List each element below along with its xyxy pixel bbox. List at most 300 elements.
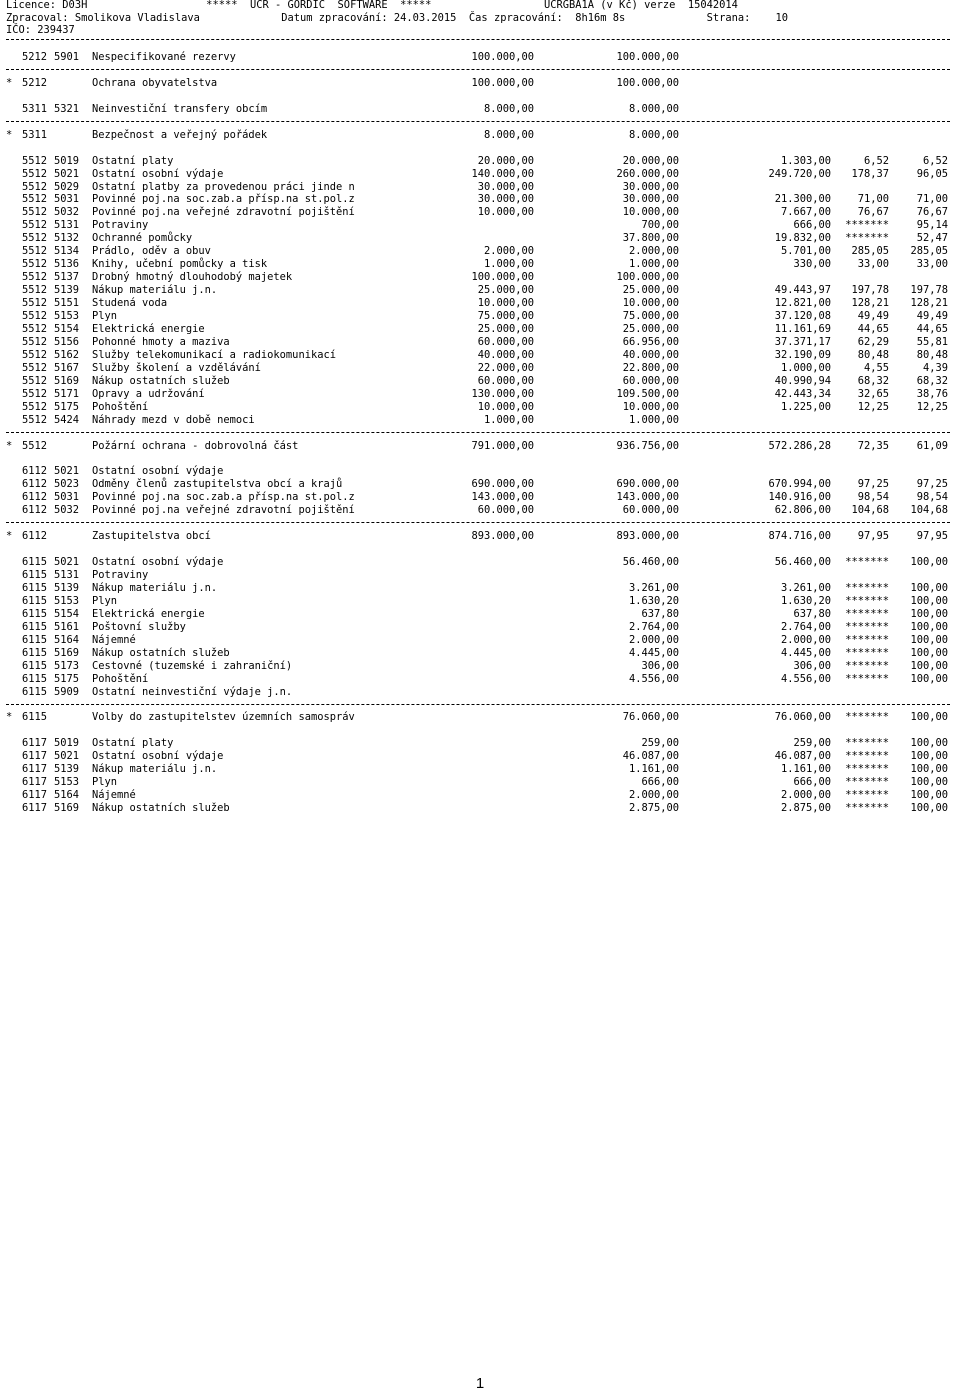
row-description: Ostatní platy [92,154,174,167]
item-row [6,763,954,776]
row-item-code: 5021 [54,750,80,763]
row-description: Potraviny [92,219,149,232]
row-actual: 7.667,00 [780,206,831,219]
section-separator [6,522,950,523]
item-row [6,789,954,802]
row-description: Požární ochrana - dobrovolná část [92,439,299,452]
row-percent-adjusted: 100,00 [910,607,948,620]
row-percent-adjusted: 97,25 [916,478,948,491]
row-paragraph: 5512 [22,271,48,284]
row-adjusted-budget: 4.445,00 [628,646,679,659]
row-item-code: 5134 [54,245,80,258]
row-actual: 2.764,00 [780,620,831,633]
row-approved-budget: 30.000,00 [477,193,534,206]
row-paragraph: 6117 [22,789,48,802]
row-description: Pohoštění [92,400,149,413]
row-actual: 4.445,00 [780,646,831,659]
row-description: Elektrická energie [92,607,205,620]
row-paragraph: 5512 [22,245,48,258]
row-adjusted-budget: 8.000,00 [628,102,679,115]
row-paragraph: 5311 [22,128,48,141]
section-separator [6,704,950,705]
row-description: Ochranné pomůcky [92,232,193,245]
row-percent-approved: 6,52 [863,154,889,167]
row-actual: 49.443,97 [774,284,831,297]
section-separator [6,69,950,70]
row-percent-adjusted: 104,68 [910,504,948,517]
row-description: Povinné poj.na veřejné zdravotní pojištění [92,504,355,517]
row-item-code: 5164 [54,789,80,802]
row-description: Plyn [92,310,118,322]
item-row [6,232,954,245]
row-percent-approved: 32,65 [857,387,889,400]
row-item-code: 5019 [54,154,80,167]
row-percent-adjusted: 285,05 [910,245,948,258]
row-paragraph: 5512 [22,219,48,232]
row-paragraph: 5512 [22,361,48,374]
row-description: Odměny členů zastupitelstva obcí a krajů [92,478,343,491]
row-adjusted-budget: 637,80 [641,607,679,620]
item-row [6,504,954,517]
row-paragraph: 5512 [22,374,48,387]
row-paragraph: 5512 [22,335,48,348]
row-item-code: 5132 [54,232,80,245]
row-approved-budget: 100.000,00 [471,51,534,63]
row-description: Prádlo, oděv a obuv [92,245,211,258]
row-description: Ostatní osobní výdaje [92,167,224,180]
row-paragraph: 5512 [22,193,48,206]
row-approved-budget: 25.000,00 [477,322,534,335]
row-percent-approved: ******* [845,232,889,245]
row-percent-adjusted: 100,00 [910,750,948,763]
row-adjusted-budget: 2.000,00 [628,789,679,802]
item-row [6,258,954,271]
row-paragraph: 6115 [22,556,48,569]
row-actual: 37.120,08 [774,310,831,322]
row-percent-adjusted: 52,47 [916,232,948,245]
row-description: Povinné poj.na soc.zab.a přísp.na st.pol.z [92,193,355,206]
row-paragraph: 6115 [22,569,48,581]
row-item-code: 5021 [54,556,80,569]
section-total-row [6,77,954,90]
row-percent-adjusted: 100,00 [910,737,948,750]
row-description: Ostatní osobní výdaje [92,465,224,478]
item-row [6,608,954,621]
row-item-code: 5139 [54,581,80,594]
row-adjusted-budget: 2.000,00 [628,633,679,646]
row-description: Povinné poj.na veřejné zdravotní pojištění [92,206,355,219]
row-percent-approved: ******* [845,594,889,607]
row-description: Plyn [92,594,118,607]
row-description: Potraviny [92,569,149,581]
row-adjusted-budget: 700,00 [641,219,679,232]
row-item-code: 5153 [54,594,80,607]
row-percent-approved: 68,32 [857,374,889,387]
row-description: Nákup ostatních služeb [92,374,230,387]
row-paragraph: 6117 [22,763,48,776]
row-item-code: 5909 [54,685,80,698]
row-paragraph: 5512 [22,348,48,361]
row-percent-approved: 104,68 [851,504,889,517]
item-row [6,401,954,414]
item-row [6,193,954,206]
row-adjusted-budget: 56.460,00 [622,556,679,569]
row-percent-approved: 285,05 [851,245,889,258]
row-percent-adjusted: 33,00 [916,258,948,271]
item-row [6,168,954,181]
row-actual: 56.460,00 [774,556,831,569]
row-adjusted-budget: 893.000,00 [616,530,679,543]
row-percent-approved: ******* [845,659,889,672]
row-adjusted-budget: 10.000,00 [622,206,679,219]
row-description: Náhrady mezd v době nemoci [92,413,255,426]
item-row [6,582,954,595]
row-actual: 2.875,00 [780,802,831,815]
row-item-code: 5901 [54,51,80,63]
row-paragraph: 6115 [22,685,48,698]
item-row [6,271,954,284]
row-item-code: 5032 [54,206,80,219]
row-adjusted-budget: 1.000,00 [628,258,679,271]
row-actual: 1.000,00 [780,361,831,374]
row-paragraph: 5512 [22,232,48,245]
row-paragraph: 5512 [22,284,48,297]
row-paragraph: 5512 [22,180,48,193]
row-item-code: 5023 [54,478,80,491]
row-paragraph: 6117 [22,802,48,815]
row-adjusted-budget: 25.000,00 [622,322,679,335]
row-actual: 2.000,00 [780,633,831,646]
row-percent-approved: ******* [845,633,889,646]
row-item-code: 5156 [54,335,80,348]
row-paragraph: 5512 [22,400,48,413]
row-approved-budget: 22.000,00 [477,361,534,374]
header-license-line: Licence: D03H ***** UCR - GORDIC SOFTWARE ***** UCRGBA1A (v Kč) verze 15042014 [6,0,738,11]
row-item-code: 5161 [54,620,80,633]
row-percent-adjusted: 44,65 [916,322,948,335]
row-percent-adjusted: 98,54 [916,491,948,504]
row-paragraph: 6112 [22,504,48,517]
row-approved-budget: 60.000,00 [477,335,534,348]
row-percent-adjusted: 100,00 [910,581,948,594]
row-item-code: 5131 [54,219,80,232]
row-item-code: 5153 [54,310,80,322]
row-percent-approved: 62,29 [857,335,889,348]
row-percent-adjusted: 100,00 [910,763,948,776]
row-paragraph: 5512 [22,310,48,322]
row-item-code: 5175 [54,672,80,685]
item-row [6,323,954,336]
row-adjusted-budget: 259,00 [641,737,679,750]
item-row [6,414,954,427]
row-item-code: 5029 [54,180,80,193]
row-item-code: 5164 [54,633,80,646]
row-adjusted-budget: 30.000,00 [622,180,679,193]
row-actual: 21.300,00 [774,193,831,206]
row-approved-budget: 30.000,00 [477,180,534,193]
row-item-code: 5175 [54,400,80,413]
row-description: Pohonné hmoty a maziva [92,335,230,348]
row-item-code: 5139 [54,763,80,776]
row-percent-approved: ******* [845,219,889,232]
row-adjusted-budget: 4.556,00 [628,672,679,685]
row-approved-budget: 10.000,00 [477,206,534,219]
item-row [6,737,954,750]
row-description: Nákup ostatních služeb [92,646,230,659]
row-item-code: 5032 [54,504,80,517]
row-item-code: 5031 [54,491,80,504]
row-adjusted-budget: 60.000,00 [622,374,679,387]
item-row [6,375,954,388]
row-actual: 40.990,94 [774,374,831,387]
row-item-code: 5154 [54,607,80,620]
row-description: Studená voda [92,297,168,310]
row-approved-budget: 60.000,00 [477,504,534,517]
row-paragraph: 6115 [22,594,48,607]
row-paragraph: 6112 [22,491,48,504]
row-adjusted-budget: 1.161,00 [628,763,679,776]
row-item-code: 5031 [54,193,80,206]
row-percent-adjusted: 100,00 [910,556,948,569]
row-percent-adjusted: 96,05 [916,167,948,180]
row-percent-approved: ******* [845,581,889,594]
section-total-row [6,129,954,142]
row-approved-budget: 75.000,00 [477,310,534,322]
row-actual: 3.261,00 [780,581,831,594]
row-item-code: 5019 [54,737,80,750]
row-percent-adjusted: 4,39 [922,361,948,374]
row-description: Pohoštění [92,672,149,685]
header-separator [6,39,950,40]
row-actual: 4.556,00 [780,672,831,685]
row-paragraph: 6117 [22,750,48,763]
row-adjusted-budget: 306,00 [641,659,679,672]
row-adjusted-budget: 60.000,00 [622,504,679,517]
row-percent-approved: 98,54 [857,491,889,504]
row-approved-budget: 8.000,00 [483,102,534,115]
row-paragraph: 5212 [22,51,48,63]
row-percent-approved: 76,67 [857,206,889,219]
row-item-code: 5137 [54,271,80,284]
row-adjusted-budget: 75.000,00 [622,310,679,322]
row-actual: 874.716,00 [768,530,831,543]
row-approved-budget: 40.000,00 [477,348,534,361]
section-separator [6,121,950,122]
item-row [6,660,954,673]
row-percent-approved: 128,21 [851,297,889,310]
row-actual: 670.994,00 [768,478,831,491]
row-actual: 1.303,00 [780,154,831,167]
row-approved-budget: 1.000,00 [483,413,534,426]
row-item-code: 5167 [54,361,80,374]
row-item-code: 5153 [54,776,80,789]
row-item-code: 5173 [54,659,80,672]
row-adjusted-budget: 40.000,00 [622,348,679,361]
item-row [6,478,954,491]
row-percent-adjusted: 38,76 [916,387,948,400]
row-percent-adjusted: 100,00 [910,633,948,646]
row-actual: 572.286,28 [768,439,831,452]
section-separator [6,432,950,433]
row-percent-adjusted: 95,14 [916,219,948,232]
row-approved-budget: 10.000,00 [477,297,534,310]
row-percent-approved: 178,37 [851,167,889,180]
row-actual: 1.225,00 [780,400,831,413]
row-percent-approved: ******* [845,789,889,802]
row-item-code: 5424 [54,413,80,426]
row-actual: 1.630,20 [780,594,831,607]
item-row [6,621,954,634]
row-approved-budget: 100.000,00 [471,271,534,284]
row-paragraph: 6115 [22,646,48,659]
row-paragraph: 6115 [22,711,48,724]
row-percent-adjusted: 55,81 [916,335,948,348]
item-row [6,750,954,763]
row-approved-budget: 143.000,00 [471,491,534,504]
row-star: * [6,128,13,141]
row-percent-approved: 80,48 [857,348,889,361]
row-adjusted-budget: 46.087,00 [622,750,679,763]
row-percent-approved: ******* [845,646,889,659]
row-approved-budget: 1.000,00 [483,258,534,271]
row-adjusted-budget: 3.261,00 [628,581,679,594]
row-actual: 37.371,17 [774,335,831,348]
row-paragraph: 6112 [22,465,48,478]
row-description: Volby do zastupitelstev územních samospráv [92,711,355,724]
row-item-code: 5321 [54,102,80,115]
row-adjusted-budget: 100.000,00 [616,271,679,284]
item-row [6,491,954,504]
row-adjusted-budget: 76.060,00 [622,711,679,724]
row-percent-adjusted: 49,49 [916,310,948,322]
row-approved-budget: 8.000,00 [483,128,534,141]
row-percent-approved: 97,25 [857,478,889,491]
row-description: Ostatní platby za provedenou práci jinde n [92,180,355,193]
row-adjusted-budget: 2.764,00 [628,620,679,633]
row-approved-budget: 25.000,00 [477,284,534,297]
row-approved-budget: 140.000,00 [471,167,534,180]
item-row [6,388,954,401]
row-approved-budget: 20.000,00 [477,154,534,167]
item-row [6,776,954,789]
row-description: Nákup materiálu j.n. [92,581,218,594]
row-percent-approved: ******* [845,556,889,569]
item-row [6,595,954,608]
header-ico-line: IČO: 239437 [6,24,75,36]
row-actual: 2.000,00 [780,789,831,802]
row-actual: 62.806,00 [774,504,831,517]
row-description: Drobný hmotný dlouhodobý majetek [92,271,293,284]
row-adjusted-budget: 1.630,20 [628,594,679,607]
item-row [6,569,954,582]
item-row [6,634,954,647]
row-actual: 259,00 [793,737,831,750]
row-paragraph: 5512 [22,387,48,400]
row-percent-adjusted: 100,00 [910,789,948,802]
row-actual: 46.087,00 [774,750,831,763]
row-adjusted-budget: 8.000,00 [628,128,679,141]
row-item-code: 5169 [54,646,80,659]
row-actual: 330,00 [793,258,831,271]
row-percent-adjusted: 61,09 [916,439,948,452]
row-percent-adjusted: 80,48 [916,348,948,361]
row-description: Ostatní osobní výdaje [92,556,224,569]
row-paragraph: 5512 [22,439,48,452]
item-row [6,465,954,478]
row-paragraph: 6115 [22,672,48,685]
row-adjusted-budget: 2.000,00 [628,245,679,258]
row-item-code: 5171 [54,387,80,400]
row-percent-approved: ******* [845,620,889,633]
row-description: Služby školení a vzdělávání [92,361,261,374]
row-adjusted-budget: 2.875,00 [628,802,679,815]
row-approved-budget: 60.000,00 [477,374,534,387]
row-description: Cestovné (tuzemské i zahraniční) [92,659,293,672]
row-item-code: 5162 [54,348,80,361]
row-actual: 1.161,00 [780,763,831,776]
row-percent-approved: 72,35 [857,439,889,452]
row-percent-approved: ******* [845,607,889,620]
item-row [6,181,954,194]
row-percent-adjusted: 100,00 [910,711,948,724]
row-actual: 637,80 [793,607,831,620]
row-paragraph: 5512 [22,258,48,271]
row-adjusted-budget: 143.000,00 [616,491,679,504]
row-description: Poštovní služby [92,620,186,633]
row-actual: 666,00 [793,776,831,789]
row-paragraph: 5512 [22,413,48,426]
row-actual: 12.821,00 [774,297,831,310]
row-percent-approved: ******* [845,750,889,763]
row-percent-approved: ******* [845,776,889,789]
row-percent-approved: 12,25 [857,400,889,413]
row-actual: 666,00 [793,219,831,232]
row-actual: 11.161,69 [774,322,831,335]
row-percent-adjusted: 100,00 [910,646,948,659]
item-row [6,206,954,219]
row-star: * [6,76,13,89]
row-item-code: 5131 [54,569,80,581]
row-percent-approved: 71,00 [857,193,889,206]
row-description: Nákup materiálu j.n. [92,284,218,297]
row-actual: 76.060,00 [774,711,831,724]
row-item-code: 5021 [54,167,80,180]
row-description: Ostatní osobní výdaje [92,750,224,763]
row-percent-approved: 33,00 [857,258,889,271]
row-percent-adjusted: 100,00 [910,776,948,789]
row-approved-budget: 893.000,00 [471,530,534,543]
item-row [6,297,954,310]
row-approved-budget: 100.000,00 [471,76,534,89]
item-row [6,349,954,362]
row-percent-approved: ******* [845,763,889,776]
row-paragraph: 6115 [22,581,48,594]
item-row [6,336,954,349]
row-adjusted-budget: 25.000,00 [622,284,679,297]
item-row [6,673,954,686]
row-description: Povinné poj.na soc.zab.a přísp.na st.pol.z [92,491,355,504]
row-percent-approved: ******* [845,711,889,724]
row-percent-adjusted: 100,00 [910,659,948,672]
row-description: Neinvestiční transfery obcím [92,102,268,115]
row-item-code: 5021 [54,465,80,478]
row-approved-budget: 10.000,00 [477,400,534,413]
row-star: * [6,439,13,452]
row-percent-approved: 44,65 [857,322,889,335]
row-percent-adjusted: 100,00 [910,672,948,685]
row-percent-approved: 49,49 [857,310,889,322]
row-paragraph: 6115 [22,659,48,672]
